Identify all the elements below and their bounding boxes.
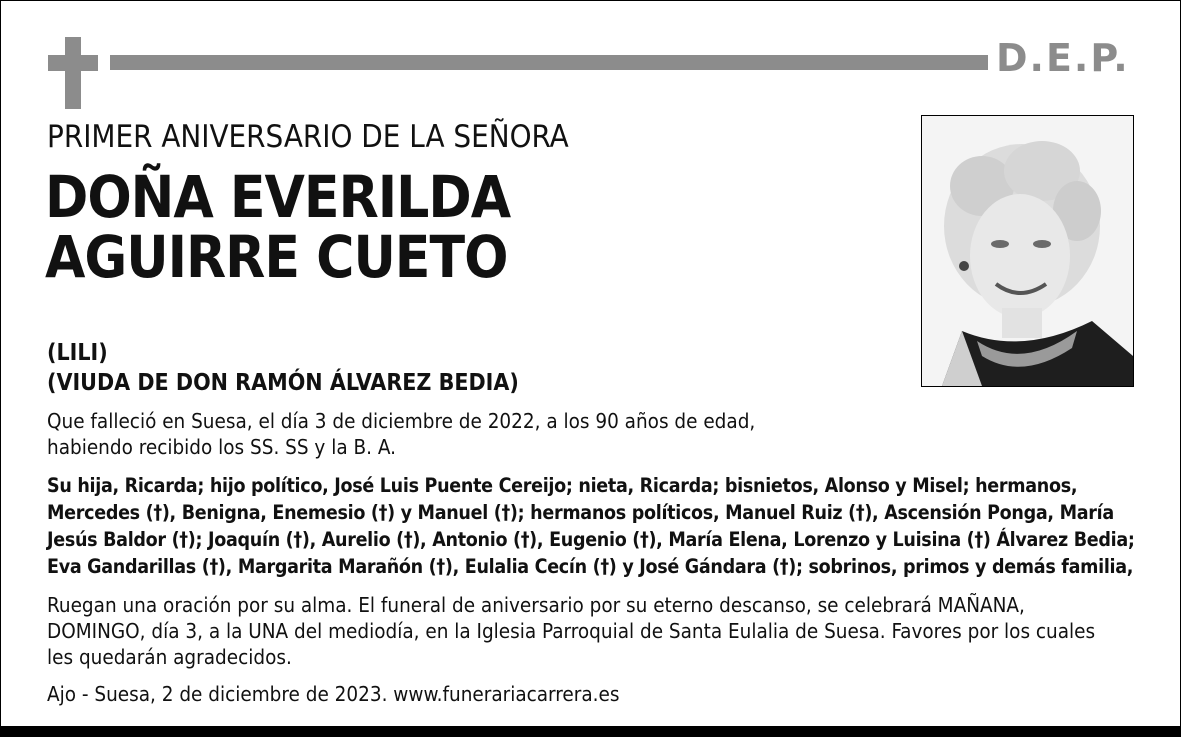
portrait-photo — [921, 115, 1134, 387]
death-info-line: Que falleció en Suesa, el día 3 de diciembre de 2022, a los 90 años de edad, — [47, 409, 756, 433]
funeral-line: les quedarán agradecidos. — [47, 645, 292, 669]
funeral-info — [47, 592, 1137, 670]
family-line: Mercedes (†), Benigna, Enemesio (†) y Manuel (†); hermanos políticos, Manuel Ruiz (†), Ascensión Ponga, María — [47, 501, 1114, 524]
funeral-line: Ruegan una oración por su alma. El funeral de aniversario por su eterno descanso, se celebrará MAÑANA, — [47, 593, 1025, 617]
cross-icon — [48, 37, 98, 109]
nickname: (LILI) — [47, 340, 108, 366]
family-line: Jesús Baldor (†); Joaquín (†), Aurelio (†), Antonio (†), Eugenio (†), María Elena, Lorenzo y Luisina (†) Álvarez Bedia; — [47, 528, 1135, 551]
family-line: Su hija, Ricarda; hijo político, José Luis Puente Cereijo; nieta, Ricarda; bisnietos, Alonso y Misel; hermanos, — [47, 474, 1078, 497]
name-line-1: DOÑA EVERILDA — [45, 163, 511, 231]
bottom-rule — [0, 726, 1181, 737]
nickname-block — [47, 338, 519, 398]
footer-line: Ajo - Suesa, 2 de diciembre de 2023. www.funerariacarrera.es — [47, 682, 620, 706]
family-list — [47, 472, 1137, 580]
header-rule — [110, 55, 988, 70]
name-line-2: AGUIRRE CUETO — [45, 223, 508, 291]
deceased-name — [45, 163, 511, 291]
dep-label: D.E.P. — [996, 36, 1130, 80]
portrait-image — [922, 116, 1133, 386]
death-info-line: habiendo recibido los SS. SS y la B. A. — [47, 435, 396, 459]
widow-of: (VIUDA DE DON RAMÓN ÁLVAREZ BEDIA) — [47, 370, 519, 396]
funeral-line: DOMINGO, día 3, a la UNA del mediodía, en la Iglesia Parroquial de Santa Eulalia de Suesa. Favores por los cuales — [47, 619, 1096, 643]
death-info — [47, 408, 1137, 460]
subtitle: PRIMER ANIVERSARIO DE LA SEÑORA — [47, 119, 569, 155]
family-line: Eva Gandarillas (†), Margarita Marañón (†), Eulalia Cecín (†) y José Gándara (†); sobrinos, primos y demás familia, — [47, 555, 1134, 578]
